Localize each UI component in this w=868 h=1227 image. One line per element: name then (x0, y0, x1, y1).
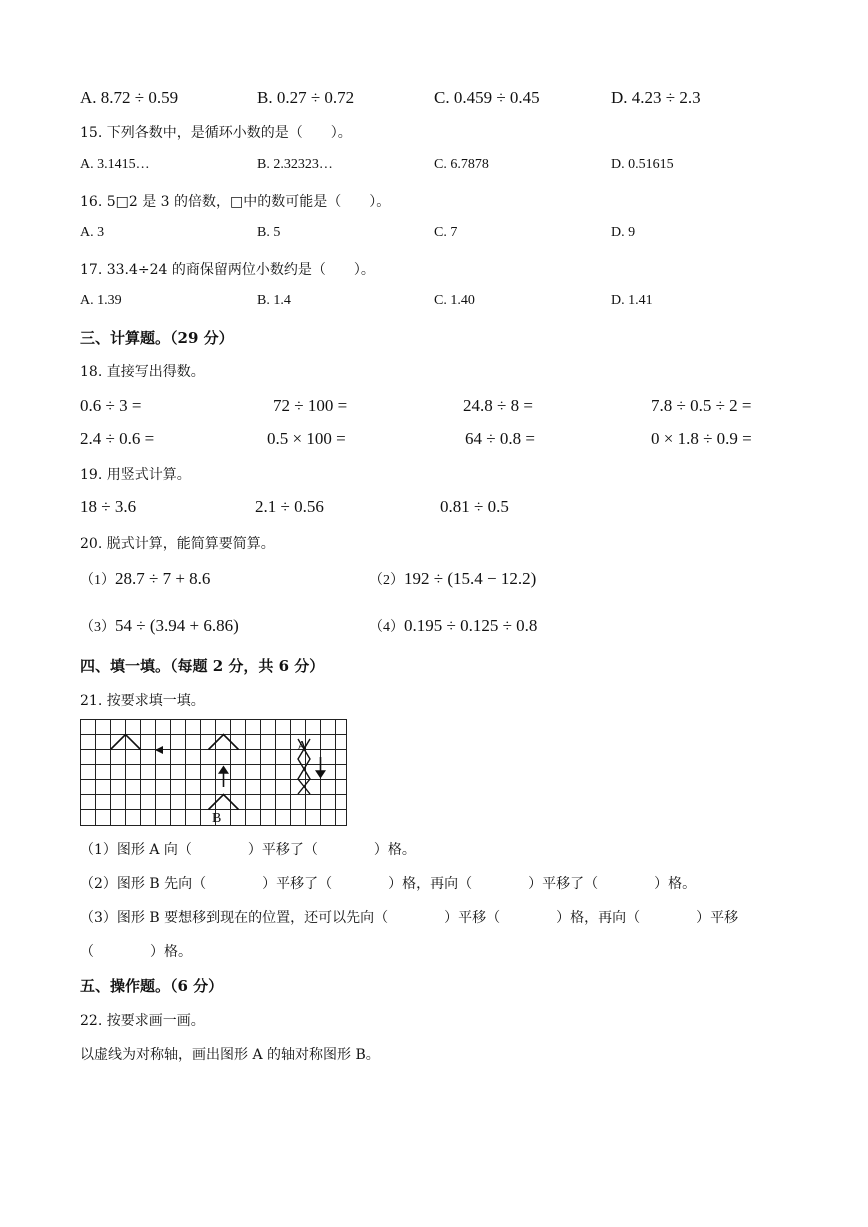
q21-sub-3b: （ ）格。 (80, 944, 192, 960)
q18-item-2: 72 ÷ 100 = (273, 396, 348, 415)
figure-b-roof (209, 795, 239, 810)
q16-option-c: C. 7 (434, 225, 458, 240)
grid-svg (80, 719, 348, 827)
q16-option-d: D. 9 (611, 225, 636, 240)
q21-sub-2: （2）图形 B 先向（ ）平移了（ ）格，再向（ ）平移了（ ）格。 (80, 876, 697, 892)
q20-item-number: （2） (369, 573, 404, 588)
q20-item-expression: 192 ÷ (15.4 − 12.2) (404, 569, 537, 588)
q20-item-expression: 28.7 ÷ 7 + 8.6 (115, 569, 211, 588)
q20-item-3 (80, 616, 239, 636)
q15-option-c: C. 6.7878 (434, 157, 489, 172)
q21-stem: 21. 按要求填一填。 (80, 693, 205, 709)
figure-a-label: A (297, 739, 308, 754)
translation-grid-figure (80, 719, 348, 831)
q20-item-expression: 54 ÷ (3.94 + 6.86) (115, 616, 239, 635)
q19-stem: 19. 用竖式计算。 (80, 467, 191, 483)
q20-item-2 (369, 569, 536, 589)
q18-item-6: 0.5 × 100 = (267, 429, 346, 448)
figure-b-label: B (212, 811, 222, 826)
q19-item-1: 18 ÷ 3.6 (80, 497, 137, 516)
q14-option-a: A. 8.72 ÷ 0.59 (80, 88, 179, 107)
q17-stem: 17. 33.4÷24 的商保留两位小数约是（ ）。 (80, 262, 375, 278)
q18-stem: 18. 直接写出得数。 (80, 364, 205, 380)
q19-item-3: 0.81 ÷ 0.5 (440, 497, 509, 516)
q20-item-1 (80, 569, 210, 589)
q16-option-b: B. 5 (257, 225, 281, 240)
q20-item-number: （4） (369, 620, 404, 635)
q21-sub-3a: （3）图形 B 要想移到现在的位置，还可以先向（ ）平移（ ）格，再向（ ）平移 (80, 910, 739, 926)
section-3-heading: 三、计算题。（29 分） (80, 329, 234, 347)
q18-item-1: 0.6 ÷ 3 = (80, 396, 142, 415)
q18-item-3: 24.8 ÷ 8 = (463, 396, 533, 415)
q20-item-number: （1） (80, 573, 115, 588)
q14-option-c: C. 0.459 ÷ 0.45 (434, 88, 540, 107)
q17-option-b: B. 1.4 (257, 293, 291, 308)
q16-stem: 16. 5□2 是 3 的倍数，□中的数可能是（ ）。 (80, 194, 391, 210)
section-5-heading: 五、操作题。（6 分） (80, 977, 224, 995)
roof-shape-middle (209, 735, 239, 750)
q17-option-c: C. 1.40 (434, 293, 475, 308)
q15-option-a: A. 3.1415… (80, 157, 150, 172)
q15-stem: 15. 下列各数中，是循环小数的是（ ）。 (80, 125, 352, 141)
q20-item-4 (369, 616, 537, 636)
down-arrow-icon (317, 757, 325, 777)
q14-option-b: B. 0.27 ÷ 0.72 (257, 88, 355, 107)
q22-instruction: 以虚线为对称轴，画出图形 A 的轴对称图形 B。 (80, 1047, 380, 1063)
q20-item-expression: 0.195 ÷ 0.125 ÷ 0.8 (404, 616, 538, 635)
q20-stem: 20. 脱式计算，能简算要简算。 (80, 536, 275, 552)
q15-option-d: D. 0.51615 (611, 157, 674, 172)
q20-item-number: （3） (80, 620, 115, 635)
q18-item-5: 2.4 ÷ 0.6 = (80, 429, 155, 448)
q18-item-8: 0 × 1.8 ÷ 0.9 = (651, 429, 752, 448)
q22-stem: 22. 按要求画一画。 (80, 1013, 205, 1029)
q18-item-7: 64 ÷ 0.8 = (465, 429, 535, 448)
up-arrow-icon (220, 767, 228, 787)
q18-item-4: 7.8 ÷ 0.5 ÷ 2 = (651, 396, 752, 415)
q16-option-a: A. 3 (80, 225, 105, 240)
section-4-heading: 四、填一填。（每题 2 分，共 6 分） (80, 657, 325, 675)
q17-option-a: A. 1.39 (80, 293, 122, 308)
q21-sub-1: （1）图形 A 向（ ）平移了（ ）格。 (80, 842, 416, 858)
q17-option-d: D. 1.41 (611, 293, 653, 308)
q19-item-2: 2.1 ÷ 0.56 (255, 497, 324, 516)
q15-option-b: B. 2.32323… (257, 157, 333, 172)
q14-option-d: D. 4.23 ÷ 2.3 (611, 88, 701, 107)
left-arrow-icon (155, 746, 163, 754)
